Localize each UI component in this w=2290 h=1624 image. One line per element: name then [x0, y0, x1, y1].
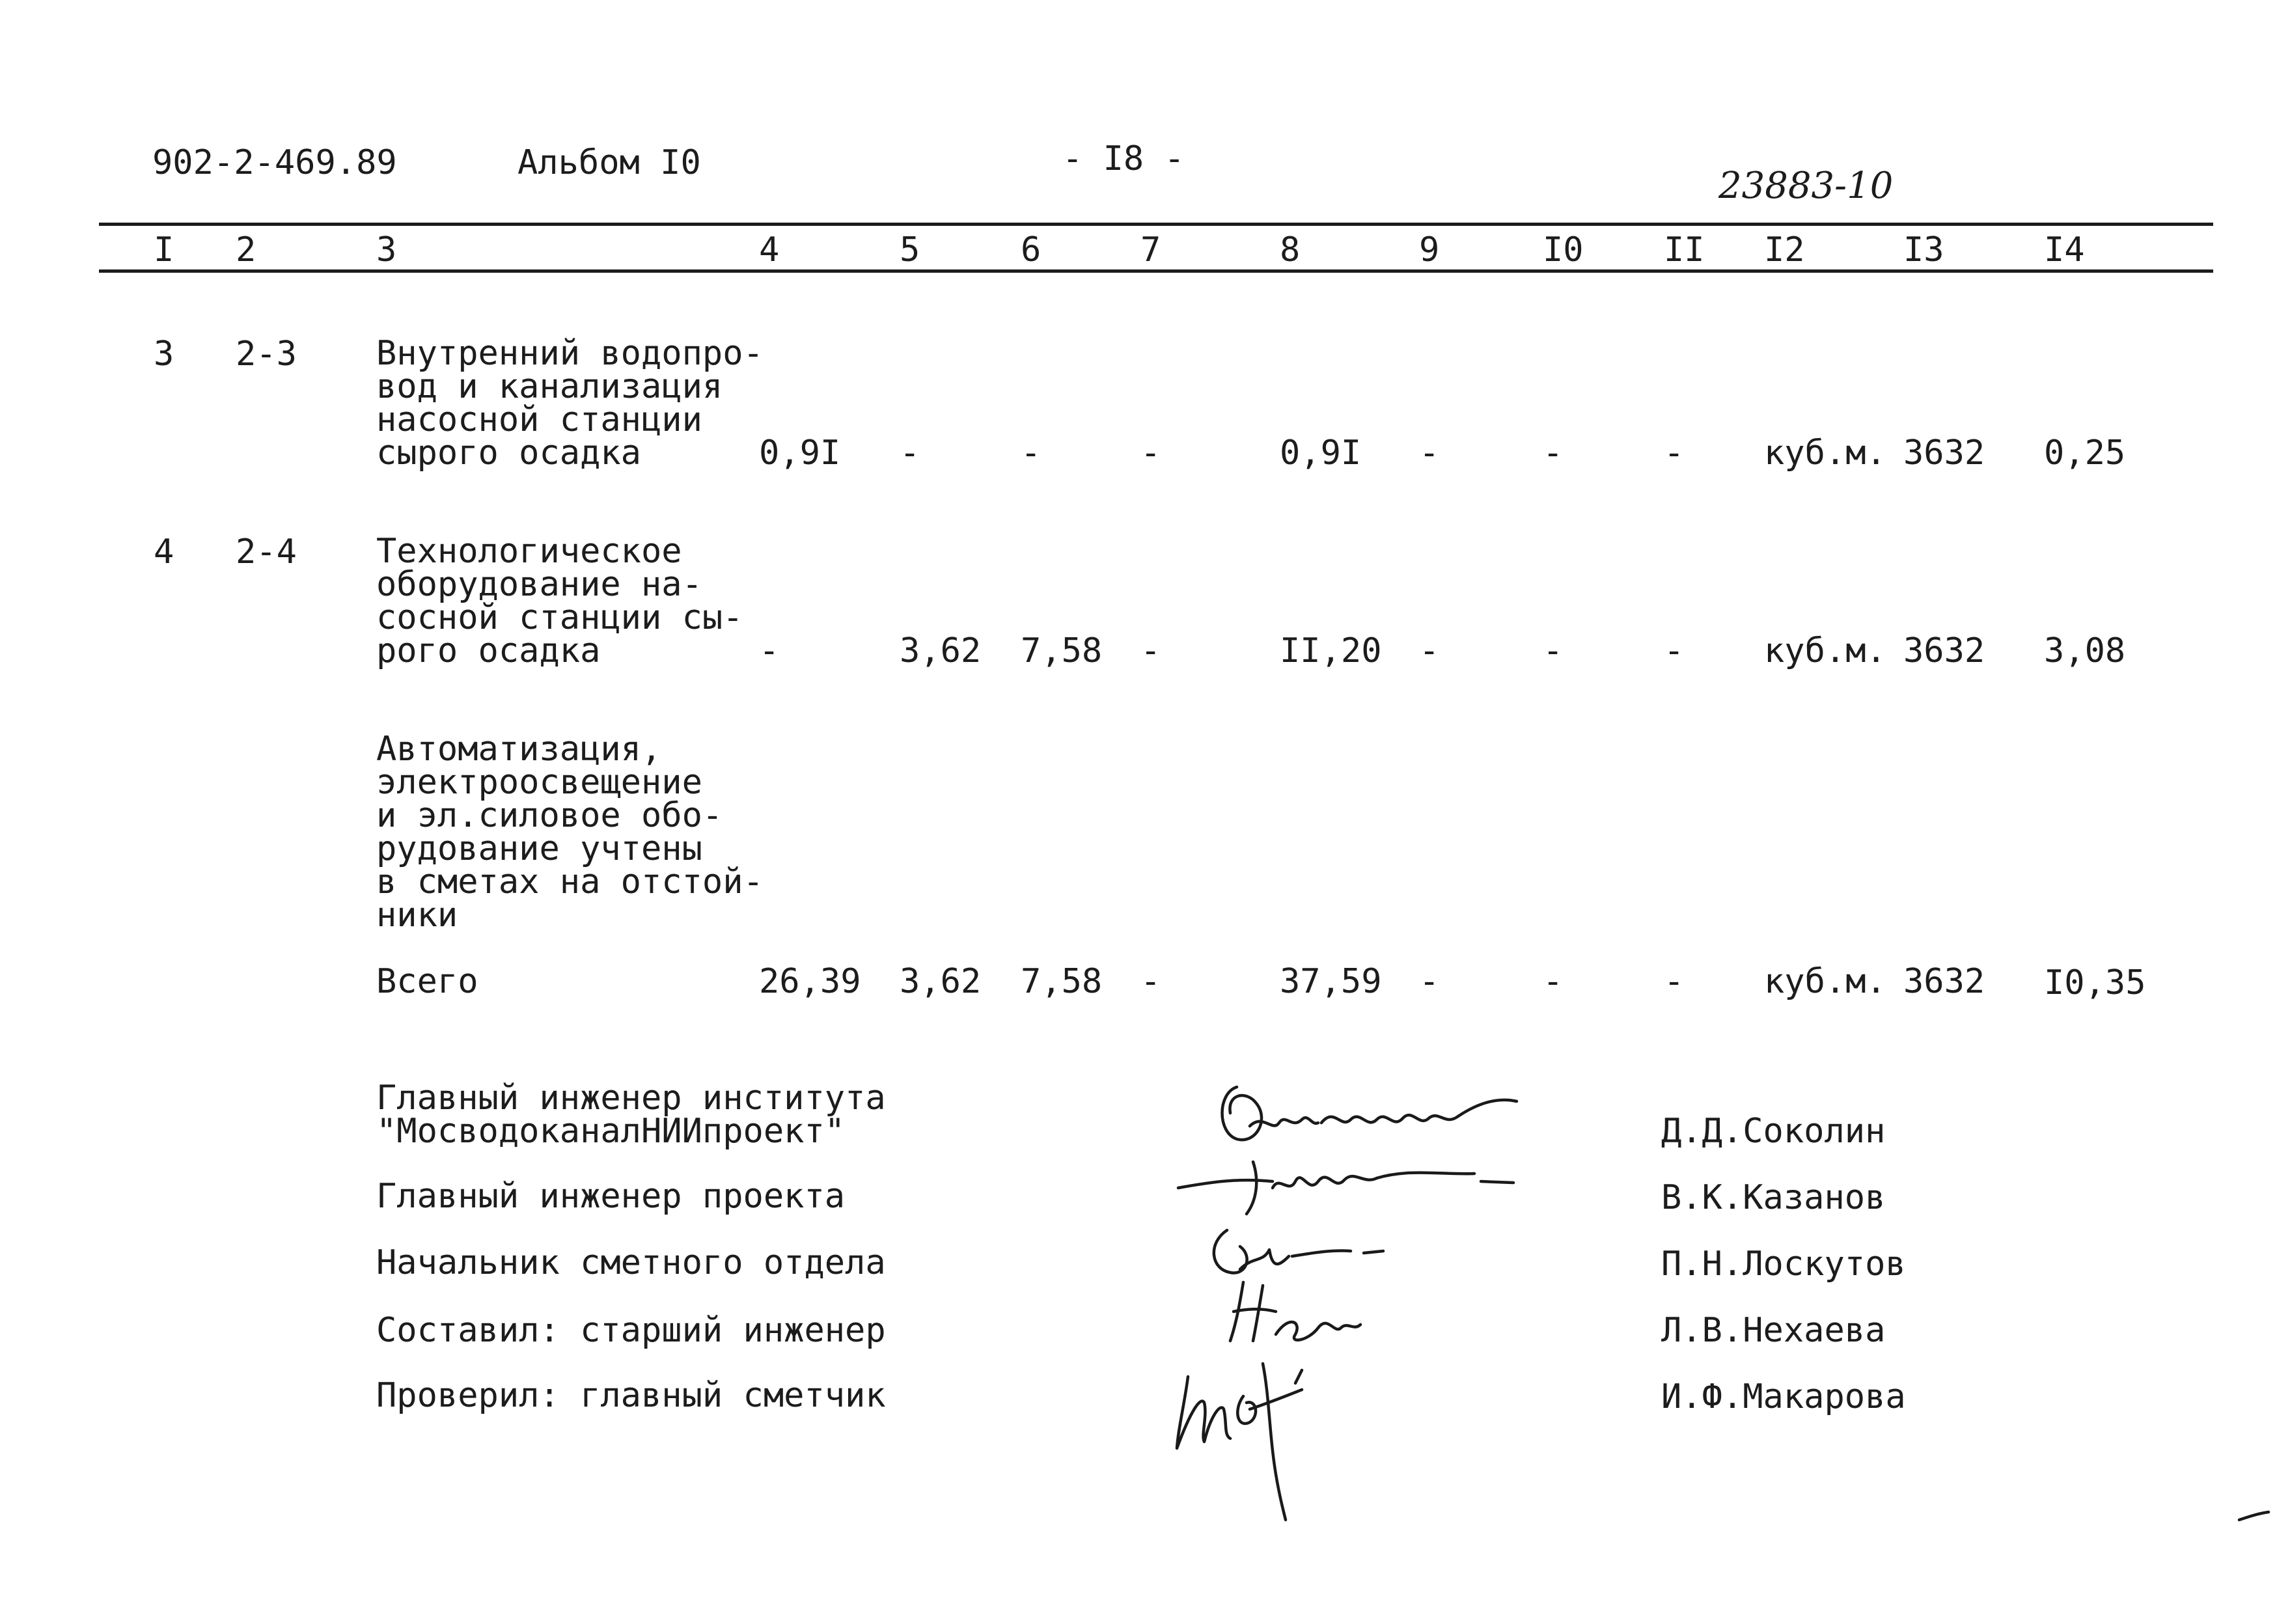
row-description: Технологическое оборудование на- сосной станции сы- рого осадка	[376, 532, 743, 670]
column-header: 9	[1419, 230, 1440, 269]
header-top-rule	[99, 223, 2213, 226]
row-cell: -	[1419, 631, 1440, 670]
header-bottom-rule	[99, 269, 2213, 273]
album-label: Альбом I0	[517, 143, 701, 182]
column-header: 5	[900, 230, 920, 269]
column-header: 2	[236, 230, 256, 269]
signature-kazanov	[1175, 1149, 1539, 1220]
signatory-name: В.К.Казанов	[1661, 1178, 1886, 1217]
column-header: 4	[759, 230, 780, 269]
signature-nekhaeva	[1224, 1276, 1367, 1354]
total-cell: 7,58	[1021, 962, 1103, 1001]
row-cell: -	[1664, 631, 1685, 670]
total-cell: -	[1543, 962, 1564, 1001]
row-number: 3	[154, 335, 174, 374]
total-cell: 37,59	[1280, 962, 1382, 1001]
total-cell: I0,35	[2044, 963, 2146, 1002]
row-cell: -	[1664, 434, 1685, 473]
row-cell: II,20	[1280, 631, 1382, 670]
total-cell: -	[1664, 962, 1685, 1001]
column-header: 7	[1140, 230, 1161, 269]
total-cell: -	[1419, 962, 1440, 1001]
column-header: I4	[2044, 230, 2085, 269]
total-cell: 3,62	[900, 962, 982, 1001]
row-code: 2-4	[236, 532, 297, 571]
row-cell: -	[1021, 434, 1042, 473]
row-cell: -	[1543, 631, 1564, 670]
row-cell: -	[1140, 631, 1161, 670]
row-cell: 0,25	[2044, 434, 2126, 473]
row-code: 2-3	[236, 335, 297, 374]
total-cell: 26,39	[759, 962, 861, 1001]
row-cell: -	[1140, 434, 1161, 473]
total-quantity: 3632	[1903, 962, 1985, 1001]
row-cell: 3,08	[2044, 631, 2126, 670]
row-unit: куб.м.	[1764, 434, 1886, 473]
row-quantity: 3632	[1903, 434, 1985, 473]
row-number: 4	[154, 532, 174, 571]
row-cell: 7,58	[1021, 631, 1103, 670]
signatory-title: Составил: старший инженер	[376, 1311, 886, 1350]
row-cell: -	[1543, 434, 1564, 473]
handwritten-reference-number: 23883-10	[1718, 165, 1894, 207]
total-label: Всего	[376, 962, 478, 1001]
row-description: Внутренний водопро- вод и канализация насосной станции сырого осадка	[376, 334, 764, 473]
signatory-name: Л.В.Нехаева	[1661, 1311, 1886, 1350]
row-cell: -	[759, 631, 780, 670]
total-unit: куб.м.	[1764, 962, 1886, 1001]
row-cell: 0,9I	[759, 434, 841, 473]
signatory-title: Главный инженер института "МосводоканалНИИпроект"	[376, 1079, 886, 1151]
column-header: 6	[1021, 230, 1042, 269]
document-code: 902-2-469.89	[152, 143, 397, 182]
automation-note: Автоматизация, электроосвещение и эл.силовое обо- рудование учтены в сметах на отстой- ники	[376, 730, 764, 935]
column-header: II	[1664, 230, 1705, 269]
signatory-name: Д.Д.Соколин	[1661, 1112, 1886, 1151]
signatory-title: Начальник сметного отдела	[376, 1243, 886, 1282]
column-header: 3	[376, 230, 397, 269]
column-header: 8	[1280, 230, 1301, 269]
page-number: - I8 -	[1062, 139, 1185, 178]
row-cell: 3,62	[900, 631, 982, 670]
signatory-name: П.Н.Лоскутов	[1661, 1245, 1906, 1284]
column-header: I0	[1543, 230, 1584, 269]
column-header: I	[154, 230, 174, 269]
signatory-title: Проверил: главный сметчик	[376, 1376, 886, 1415]
signatory-name: И.Ф.Макарова	[1661, 1377, 1906, 1416]
row-cell: -	[1419, 434, 1440, 473]
signatory-title: Главный инженер проекта	[376, 1177, 846, 1216]
column-header: I2	[1764, 230, 1805, 269]
total-cell: -	[1140, 962, 1161, 1001]
scan-mark	[2236, 1507, 2275, 1526]
row-cell: 0,9I	[1280, 434, 1362, 473]
row-quantity: 3632	[1903, 631, 1985, 670]
row-cell: -	[900, 434, 920, 473]
row-unit: куб.м.	[1764, 631, 1886, 670]
signature-makarova	[1172, 1357, 1341, 1526]
column-header: I3	[1903, 230, 1944, 269]
signature-sokolin	[1211, 1067, 1536, 1152]
